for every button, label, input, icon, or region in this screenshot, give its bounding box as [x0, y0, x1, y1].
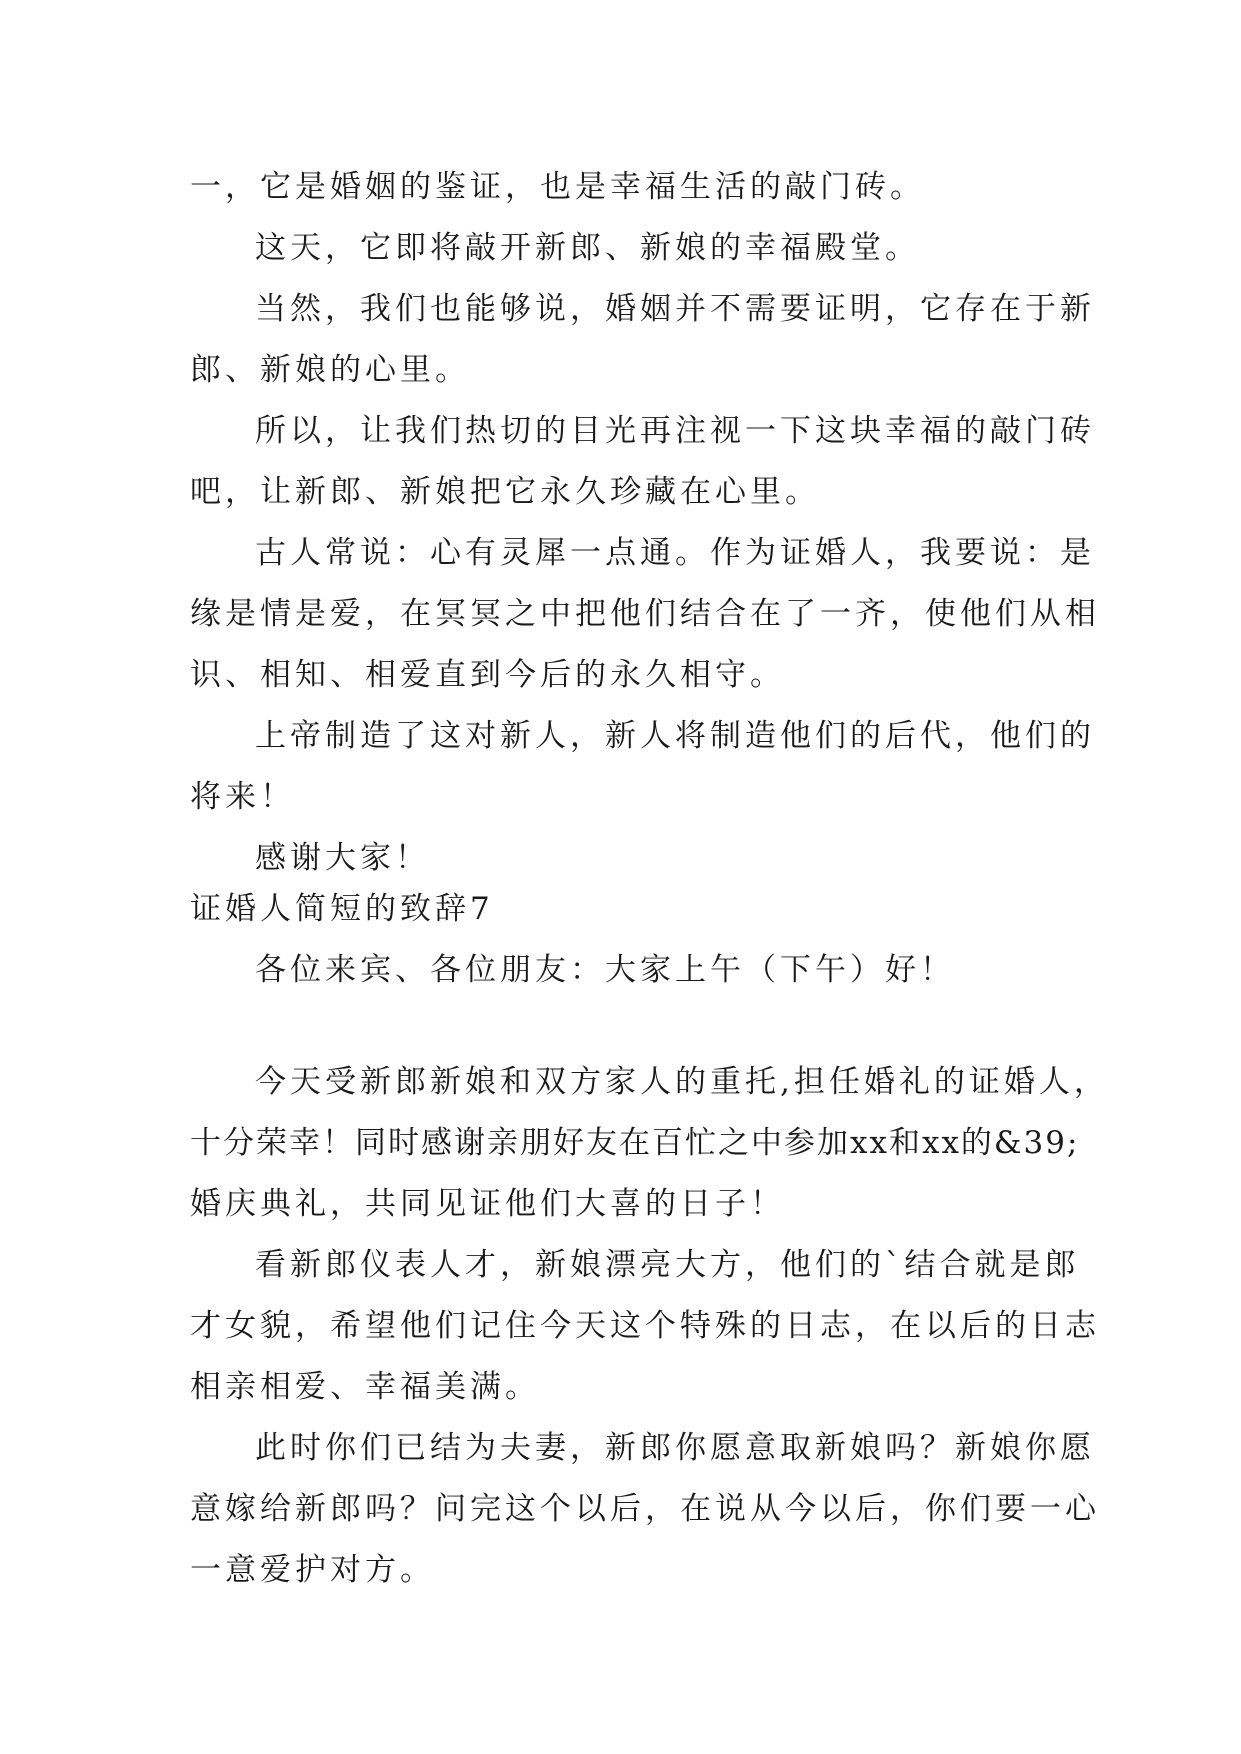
text-line: 一意爱护对方。: [190, 1552, 435, 1588]
text-line: 将来！: [190, 779, 295, 815]
paragraph-line: 此时你们已结为夫妻，新郎你愿意取新娘吗？新娘你愿: [255, 1430, 1095, 1466]
text-line: 识、相知、相爱直到今后的永久相守。: [190, 657, 785, 693]
paragraph-line: 各位来宾、各位朋友：大家上午（下午）好！: [255, 952, 955, 988]
paragraph-line: 感谢大家！: [255, 840, 430, 876]
paragraph-line: 这天，它即将敲开新郎、新娘的幸福殿堂。: [255, 230, 920, 266]
text-line: 吧，让新郎、新娘把它永久珍藏在心里。: [190, 474, 820, 510]
text-line: 缘是情是爱，在冥冥之中把他们结合在了一齐，使他们从相: [190, 596, 1100, 632]
text-line: 一，它是婚姻的鉴证，也是幸福生活的敲门砖。: [190, 169, 925, 205]
paragraph-line: 上帝制造了这对新人，新人将制造他们的后代，他们的: [255, 718, 1095, 754]
text-line: 意嫁给新郎吗？问完这个以后，在说从今以后，你们要一心: [190, 1491, 1100, 1527]
paragraph-line: 今天受新郎新娘和双方家人的重托,担任婚礼的证婚人，: [255, 1064, 1109, 1100]
text-line: 相亲相爱、幸福美满。: [190, 1369, 540, 1405]
paragraph-line: 看新郎仪表人才，新娘漂亮大方，他们的`结合就是郎: [255, 1247, 1080, 1283]
paragraph-line: 所以，让我们热切的目光再注视一下这块幸福的敲门砖: [255, 413, 1095, 449]
text-line: 婚庆典礼，共同见证他们大喜的日子！: [190, 1186, 785, 1222]
section-heading: 证婚人简短的致辞7: [190, 891, 494, 927]
text-line: 郎、新娘的心里。: [190, 352, 470, 388]
paragraph-line: 古人常说：心有灵犀一点通。作为证婚人，我要说：是: [255, 535, 1095, 571]
paragraph-line: 当然，我们也能够说，婚姻并不需要证明，它存在于新: [255, 291, 1095, 327]
text-line: 十分荣幸！同时感谢亲朋好友在百忙之中参加xx和xx的&39;: [190, 1125, 1080, 1161]
text-line: 才女貌，希望他们记住今天这个特殊的日志，在以后的日志: [190, 1308, 1100, 1344]
